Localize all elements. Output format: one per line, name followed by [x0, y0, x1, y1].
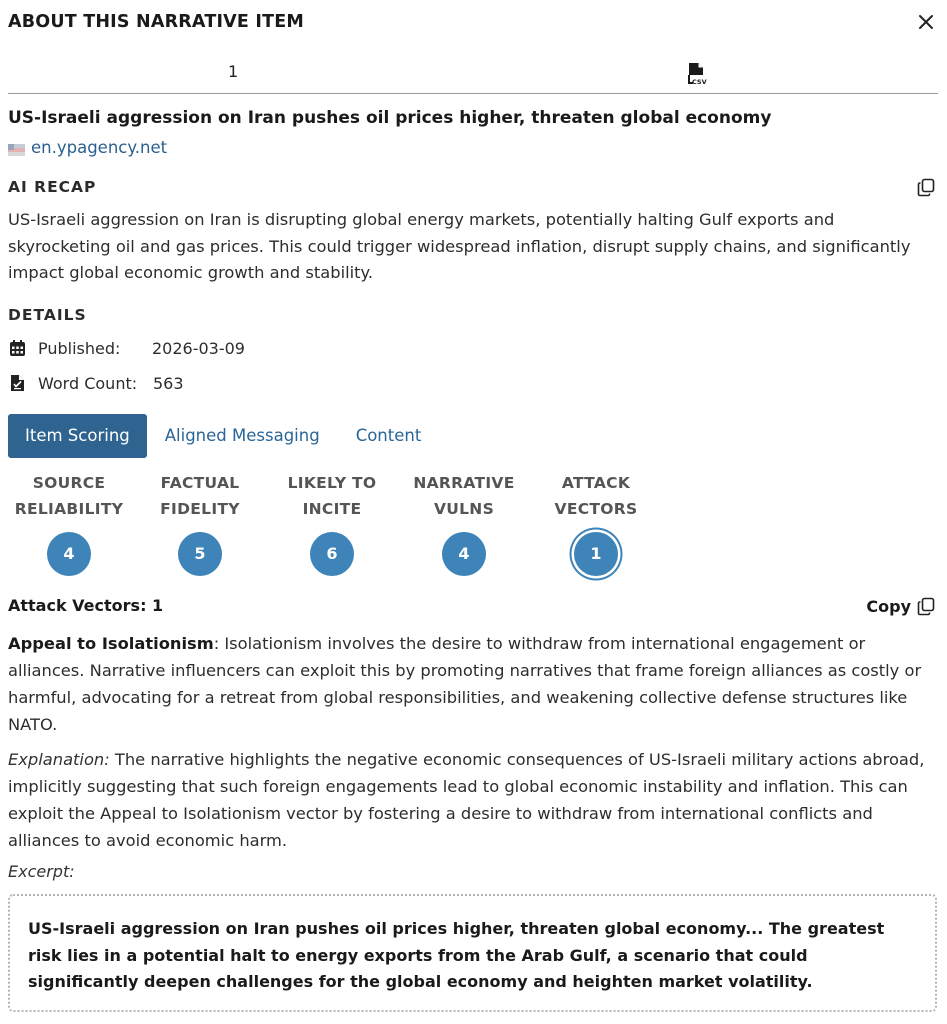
score-circle[interactable]: 4: [47, 532, 91, 576]
panel-title: ABOUT THIS NARRATIVE ITEM: [8, 12, 304, 32]
excerpt-box: [8, 894, 937, 1012]
score-circle-selected[interactable]: 1: [574, 532, 618, 576]
score-label-line1: LIKELY TO: [287, 474, 377, 492]
wordcount-label: Word Count:: [38, 373, 138, 393]
tab-content[interactable]: Content: [355, 426, 422, 445]
score-label-line1: FACTUAL: [160, 474, 240, 492]
tab-bar: [8, 414, 439, 458]
vector-name: Appeal to Isolationism: [8, 634, 214, 653]
score-label-line1: ATTACK: [561, 474, 631, 492]
source-favicon-icon: [8, 141, 25, 153]
score-panel: [8, 470, 668, 580]
published-label: Published:: [38, 338, 121, 358]
score-attack-vectors: [535, 470, 657, 563]
vector-desc-text: : Isolationism involves the desire to withdraw from international engagement or alliances. Narrative influencers can exploit this by promoting narratives that frame foreign alliances as costly or harmful, advocating for a retreat from global responsibilities, and weakening collective defense structures like NATO.: [8, 634, 922, 734]
excerpt-text: US-Israeli aggression on Iran pushes oil prices higher, threaten global economy... The greatest risk lies in a potential halt to energy exports from the Arab Gulf, a scenario that could significantly deepen challenges for the global economy and heighten market volatility.: [28, 919, 885, 991]
tab-aligned-messaging[interactable]: Aligned Messaging: [164, 426, 320, 445]
copy-icon: [917, 178, 935, 197]
explanation-label: Explanation:: [8, 750, 110, 769]
score-narrative-vulns: [403, 470, 525, 563]
score-label-line2: RELIABILITY: [14, 500, 124, 518]
tab-item-scoring[interactable]: Item Scoring: [8, 414, 147, 458]
published-value: 2026-03-09: [152, 338, 245, 358]
close-button[interactable]: [916, 12, 936, 32]
vector-explanation: [8, 746, 938, 854]
score-label-line2: VULNS: [433, 500, 495, 518]
score-circle[interactable]: 4: [442, 532, 486, 576]
score-label-line2: INCITE: [302, 500, 362, 518]
published-row: [8, 336, 245, 360]
score-likely-to-incite: [271, 470, 393, 563]
details-heading: DETAILS: [8, 306, 87, 324]
score-source-reliability: [8, 470, 130, 563]
excerpt-label: Excerpt:: [8, 862, 75, 881]
score-label-line1: NARRATIVE: [413, 474, 515, 492]
explanation-text: The narrative highlights the negative economic consequences of US-Israeli military actions abroad, implicitly suggesting that such foreign engagements lead to global economic instability and inflation. This can exploit the Appeal to Isolationism vector by fostering a desire to withdraw from international conflicts and alliances to avoid economic harm.: [8, 750, 925, 850]
wordcount-row: [8, 371, 184, 395]
attack-vectors-heading: Attack Vectors: 1: [8, 596, 164, 615]
copy-button-label: Copy: [866, 596, 911, 616]
vector-description: [8, 630, 938, 738]
document-icon: [10, 375, 25, 391]
close-icon: [916, 12, 936, 32]
copy-recap-button[interactable]: [917, 178, 935, 197]
source-link[interactable]: en.ypagency.net: [31, 137, 168, 157]
score-factual-fidelity: [139, 470, 261, 563]
ai-recap-heading: AI RECAP: [8, 178, 97, 196]
csv-file-icon: [688, 62, 710, 86]
svg-text:CSV: CSV: [692, 78, 707, 86]
toolbar: [8, 58, 938, 94]
source-row: [8, 135, 167, 159]
ai-recap-text: US-Israeli aggression on Iran is disrupting global energy markets, potentially halting Gulf exports and skyrocketing oil and gas prices. This could trigger widespread inflation, disrupt supply chains, and significantly impact global economic growth and stability.: [8, 210, 911, 282]
score-circle[interactable]: 5: [178, 532, 222, 576]
score-label-line1: SOURCE: [32, 474, 106, 492]
copy-icon: [917, 597, 935, 616]
item-count: 1: [228, 62, 239, 81]
panel-header: [8, 9, 938, 35]
score-label-line2: VECTORS: [554, 500, 638, 518]
wordcount-value: 563: [153, 373, 184, 393]
calendar-icon: [10, 340, 25, 356]
item-title: US-Israeli aggression on Iran pushes oil prices higher, threaten global economy: [8, 108, 772, 128]
score-label-line2: FIDELITY: [160, 500, 240, 518]
csv-export-button[interactable]: [688, 62, 710, 86]
score-circle[interactable]: 6: [310, 532, 354, 576]
copy-button[interactable]: [866, 595, 935, 617]
